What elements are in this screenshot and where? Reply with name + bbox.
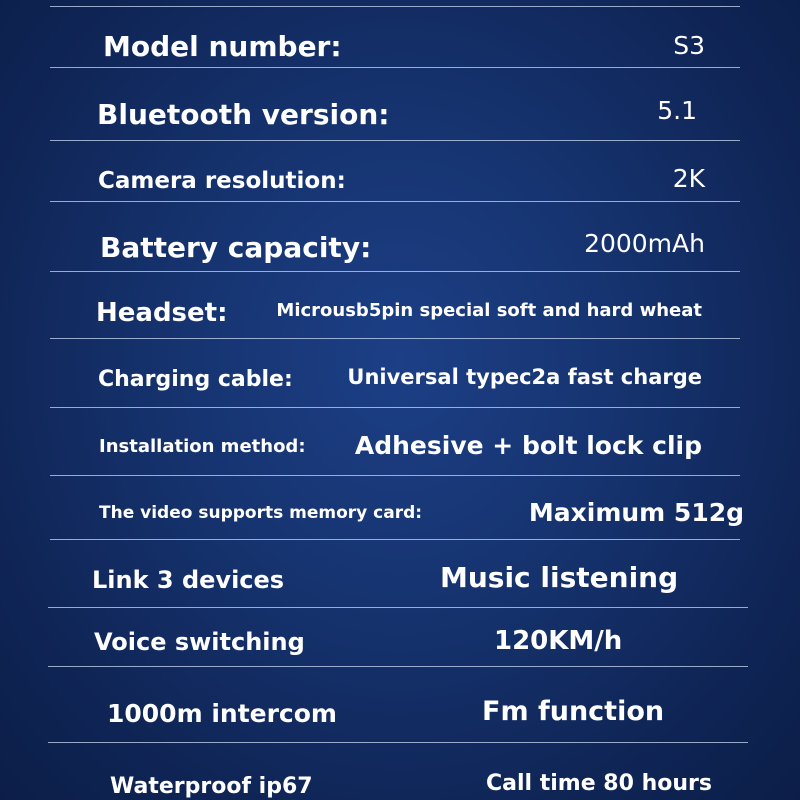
- spec-value-headset: Microusb5pin special soft and hard wheat: [276, 300, 702, 321]
- divider-line: [50, 338, 740, 339]
- divider-line: [50, 140, 740, 141]
- spec-value-model-number: S3: [673, 31, 705, 60]
- spec-label-camera-resolution: Camera resolution:: [98, 168, 346, 194]
- feature-fm-function: Fm function: [482, 696, 665, 727]
- feature-music-listening: Music listening: [440, 561, 679, 594]
- spec-value-bluetooth-version: 5.1: [657, 96, 697, 125]
- divider-line: [50, 539, 740, 540]
- spec-label-installation-method: Installation method:: [99, 436, 306, 457]
- divider-line: [50, 475, 740, 476]
- spec-value-installation-method: Adhesive + bolt lock clip: [354, 431, 702, 460]
- divider-line: [50, 67, 740, 68]
- divider-line: [48, 607, 748, 608]
- feature-speed: 120KM/h: [494, 626, 623, 656]
- spec-value-charging-cable: Universal typec2a fast charge: [347, 365, 702, 389]
- feature-intercom: 1000m intercom: [107, 699, 337, 728]
- spec-label-headset: Headset:: [96, 298, 228, 328]
- spec-label-bluetooth-version: Bluetooth version:: [97, 98, 390, 131]
- spec-label-battery-capacity: Battery capacity:: [100, 231, 372, 264]
- feature-call-time: Call time 80 hours: [486, 771, 712, 796]
- spec-label-memory-card: The video supports memory card:: [99, 503, 423, 523]
- divider-line: [50, 201, 740, 202]
- spec-value-memory-card: Maximum 512g: [528, 498, 744, 527]
- spec-value-battery-capacity: 2000mAh: [584, 229, 705, 258]
- feature-link-devices: Link 3 devices: [92, 566, 285, 594]
- divider-line: [50, 407, 740, 408]
- spec-label-model-number: Model number:: [103, 30, 342, 63]
- divider-line: [50, 271, 740, 272]
- spec-label-charging-cable: Charging cable:: [98, 367, 293, 392]
- feature-waterproof: Waterproof ip67: [110, 774, 313, 799]
- feature-voice-switching: Voice switching: [94, 628, 305, 656]
- spec-value-camera-resolution: 2K: [672, 164, 705, 193]
- divider-line: [48, 666, 748, 667]
- divider-line: [48, 742, 748, 743]
- divider-line: [50, 6, 740, 7]
